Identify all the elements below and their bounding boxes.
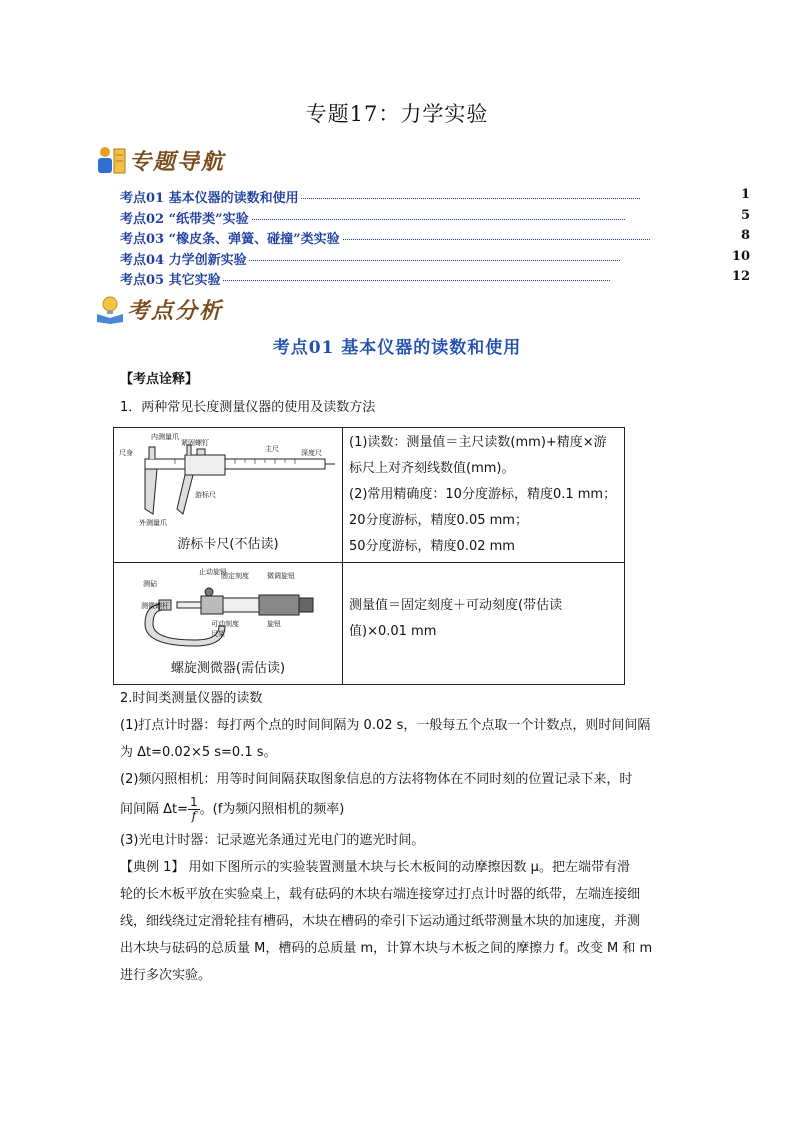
toc-leader-dots (160, 280, 610, 281)
analysis-banner (95, 292, 235, 326)
fraction (188, 796, 200, 823)
instrument-table (113, 427, 625, 685)
example-line: 进行多次实验。 (120, 968, 212, 983)
nav-banner-icon (95, 145, 127, 175)
svg-text:固定刻度: 固定刻度 (221, 572, 249, 580)
toc-item[interactable] (120, 269, 750, 290)
svg-text:止动旋钮: 止动旋钮 (199, 568, 227, 576)
page-title: 专题17：力学实验 (305, 102, 489, 126)
toc-item-page: 5 (740, 207, 750, 223)
section-heading: 考点01 基本仪器的读数和使用 (272, 338, 522, 358)
svg-text:深度尺: 深度尺 (301, 449, 322, 457)
item-2-heading: 2.时间类测量仪器的读数 (120, 691, 263, 706)
svg-text:尺架: 尺架 (211, 630, 225, 638)
micrometer-figure (115, 564, 339, 652)
formula-prefix: 间间隔 Δt= (120, 802, 189, 817)
strobe-paragraph-line: (2)频闪照相机：用等时间间隔获取图象信息的方法将物体在不同时刻的位置记录下来，时 (120, 772, 633, 787)
toc-item-page: 10 (731, 248, 750, 264)
example-line: 出木块与砝码的总质量 M，槽码的总质量 m，计算木块与木板之间的摩擦力 f。改变 M 和 m (120, 941, 653, 956)
svg-text:可动刻度: 可动刻度 (211, 620, 239, 628)
explain-tag: 【考点诠释】 (120, 372, 199, 387)
nav-banner-text: 专题导航 (129, 150, 226, 175)
fraction-denominator: f (191, 809, 197, 823)
example-1 (120, 854, 676, 989)
item-1-heading: 1．两种常见长度测量仪器的使用及读数方法 (120, 400, 376, 415)
svg-text:测砧: 测砧 (143, 580, 157, 588)
toc-item[interactable] (120, 208, 750, 229)
toc-item-page: 12 (731, 269, 750, 284)
vernier-caliper-figure (115, 429, 339, 529)
caliper-description (343, 428, 625, 563)
example-line: 轮的长木板平放在实验桌上，载有砝码的木块右端连接穿过打点计时器的纸带，左端连接细 (120, 887, 641, 902)
caliper-line: (2)常用精确度：10分度游标，精度0.1 mm； (349, 487, 617, 502)
toc-item-label: 考点01 基本仪器的读数和使用 (120, 187, 301, 206)
strobe-formula-line (120, 793, 676, 827)
caliper-line: 标尺上对齐刻线数值(mm)。 (349, 461, 515, 476)
toc-item-label: 考点05 其它实验 (120, 269, 223, 288)
toc-item-page: 8 (740, 228, 750, 243)
caliper-line: 20分度游标，精度0.05 mm； (349, 513, 528, 528)
analysis-banner-text: 考点分析 (127, 299, 224, 324)
photogate-paragraph: (3)光电计时器：记录遮光条通过光电门的遮光时间。 (120, 833, 425, 848)
caliper-line: (1)读数：测量值＝主尺读数(mm)+精度×游 (349, 435, 607, 450)
fraction-numerator: 1 (190, 795, 198, 809)
svg-text:外测量爪: 外测量爪 (139, 519, 167, 527)
toc-item[interactable] (120, 187, 750, 208)
caliper-caption: 游标卡尺(不估读) (177, 537, 279, 552)
toc-item-label: 考点04 力学创新实验 (120, 249, 249, 268)
micrometer-description (343, 563, 625, 685)
toc-item[interactable] (120, 249, 750, 270)
micrometer-caption: 螺旋测微器(需估读) (170, 661, 286, 676)
timer-paragraph-line: 为 Δt=0.02×5 s=0.1 s。 (120, 745, 277, 760)
svg-text:微调旋钮: 微调旋钮 (267, 572, 295, 580)
toc-item-label: 考点02 “纸带类”实验 (120, 208, 251, 227)
svg-text:游标尺: 游标尺 (195, 491, 216, 499)
caliper-line: 50分度游标，精度0.02 mm (349, 539, 515, 554)
svg-text:内测量爪: 内测量爪 (151, 433, 179, 441)
micrometer-line: 测量值＝固定刻度＋可动刻度(带估读 (349, 598, 563, 613)
svg-text:测微螺杆: 测微螺杆 (141, 602, 169, 610)
svg-text:紧固螺钉: 紧固螺钉 (181, 439, 209, 447)
toc-item-page: 1 (740, 187, 750, 202)
timer-paragraph-line: (1)打点计时器：每打两个点的时间间隔为 0.02 s，一般每五个点取一个计数点，则时间间隔 (120, 718, 651, 733)
table-of-contents (120, 187, 750, 290)
formula-suffix: 。(f为频闪照相机的频率) (199, 802, 345, 817)
caliper-cell (114, 428, 343, 563)
time-instruments-block (120, 685, 676, 989)
svg-text:主尺: 主尺 (265, 445, 279, 453)
nav-banner (95, 143, 235, 177)
micrometer-cell (114, 563, 343, 685)
example-line: 线，细线绕过定滑轮挂有槽码，木块在槽码的牵引下运动通过纸带测量木块的加速度，并测 (120, 914, 641, 929)
bulb-book-icon (95, 294, 125, 324)
svg-text:尺身: 尺身 (119, 449, 133, 457)
toc-item[interactable] (120, 228, 750, 249)
toc-item-label: 考点03 “橡皮条、弹簧、碰撞”类实验 (120, 228, 342, 247)
micrometer-line: 值)×0.01 mm (349, 624, 437, 639)
svg-text:旋钮: 旋钮 (267, 620, 281, 628)
example-line: 【典例 1】 用如下图所示的实验装置测量木块与长木板间的动摩擦因数 μ。把左端带有滑 (120, 860, 630, 875)
